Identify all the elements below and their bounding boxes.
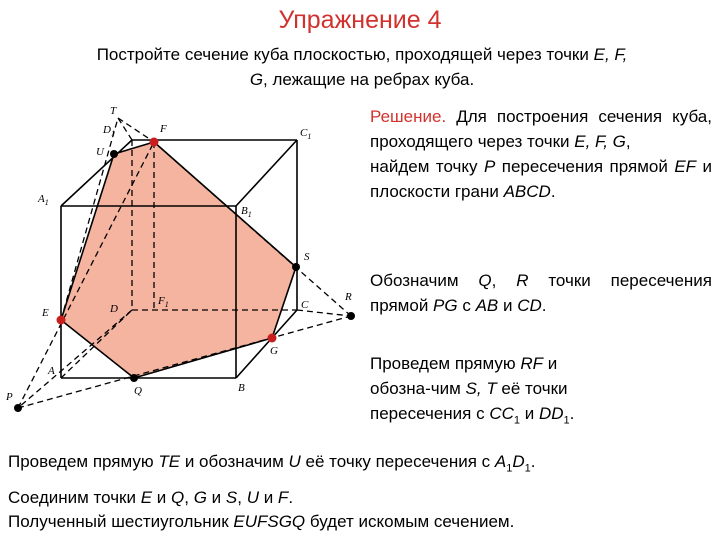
- point-u: [110, 150, 118, 158]
- label-d1: $D_1$: [103, 124, 115, 138]
- cube-figure: [4, 98, 364, 438]
- point-p: [14, 404, 22, 412]
- label-b1: $B_1$: [241, 205, 252, 219]
- task-statement: [14, 42, 710, 92]
- point-g: [268, 334, 277, 343]
- solution-paragraph-3: Проведем прямую RF и обозна-чим S, T её точки пересечения с $CC_1$ и $DD_1$.: [370, 354, 575, 427]
- label-t: T: [110, 105, 117, 117]
- solution-paragraph-1: Решение. Для построения сечения куба, проходящего через точки E, F, G, найдем точку P пересечения прямой EF и плоскости грани ABCD.: [370, 107, 712, 201]
- label-r: R: [345, 291, 352, 303]
- label-u: U: [96, 146, 104, 158]
- label-a: A: [48, 365, 55, 377]
- label-g: G: [270, 345, 278, 357]
- task-line2: , лежащие на ребрах куба.: [263, 70, 475, 89]
- label-c: C: [301, 299, 309, 311]
- bottom-line-3: Полученный шестиугольник EUFSGQ будет искомым сечением.: [8, 512, 515, 531]
- task-point-g: G: [249, 70, 264, 89]
- label-e: E: [42, 307, 49, 319]
- label-p: P: [6, 391, 13, 403]
- point-f: [150, 138, 159, 147]
- section-hexagon: [61, 142, 296, 378]
- task-points-ef: E, F,: [593, 45, 628, 64]
- label-d: D: [110, 303, 118, 315]
- label-q: Q: [134, 385, 142, 397]
- point-q: [130, 374, 138, 382]
- label-f: F: [160, 123, 167, 135]
- point-s: [292, 263, 300, 271]
- bottom-line-1: Проведем прямую TE и обозначим U её точку пересечения с $A_1D_1$.: [8, 452, 536, 475]
- label-s: S: [304, 251, 310, 263]
- label-a1: $A_1$: [38, 193, 49, 207]
- label-b: B: [238, 382, 245, 394]
- task-line1: Постройте сечение куба плоскостью, проходящей через точки: [96, 45, 589, 64]
- label-f1: $F_1$: [158, 295, 169, 309]
- bottom-line-2: Соединим точки E и Q, G и S, U и F.: [8, 488, 294, 507]
- cube-section-diagram: [4, 98, 364, 438]
- solution-label: Решение.: [370, 107, 447, 126]
- solution-paragraph-2: Обозначим Q, R точки пересечения прямой PG с AB и CD.: [370, 271, 712, 315]
- label-c1: $C_1$: [300, 127, 312, 141]
- point-r: [347, 312, 355, 320]
- point-e: [57, 316, 66, 325]
- exercise-title: Упражнение 4: [278, 6, 442, 34]
